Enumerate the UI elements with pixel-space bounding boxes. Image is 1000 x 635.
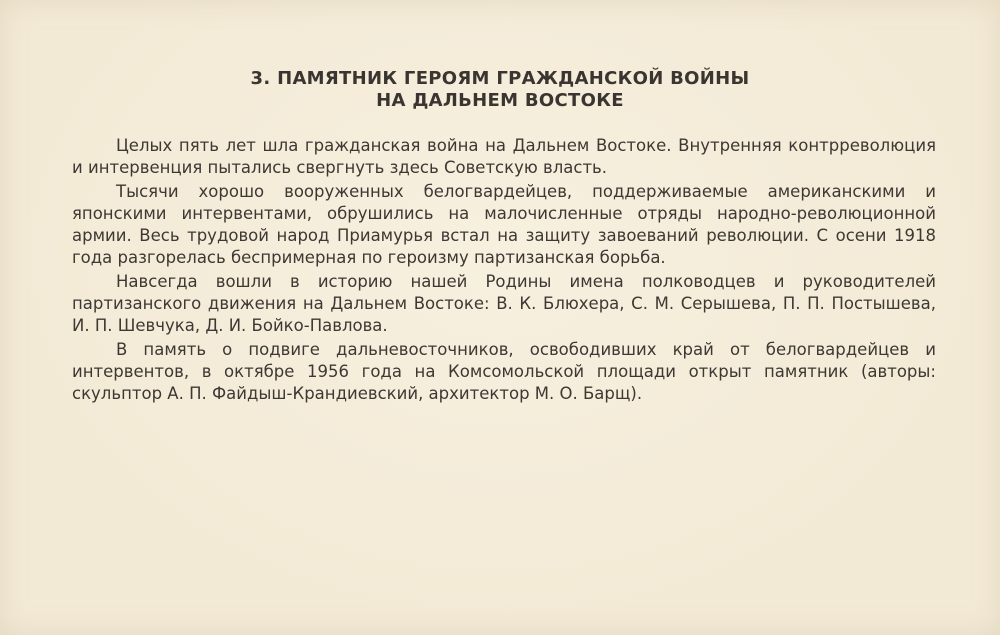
title-line-1: 3. ПАМЯТНИК ГЕРОЯМ ГРАЖДАНСКОЙ ВОЙНЫ: [250, 68, 750, 89]
body-text: [72, 135, 936, 407]
paragraph: Тысячи хорошо вооруженных белогвардейцев, поддерживаемые американскими и японскими интервентами, обрушились на малочисленные отряды народно-революционной армии. Весь трудовой народ Приамурья встал на защиту завоеваний революции. С осени 1918 года разгорелась беспримерная по героизму партизанская борьба.: [72, 182, 936, 267]
paragraph: В память о подвиге дальневосточников, освободивших край от белогвардейцев и интервентов, в октябре 1956 года на Комсомольской площади открыт памятник (авторы: скульптор А. П. Файдыш-Крандиевский, архитектор М. О. Барщ).: [72, 340, 936, 403]
paragraph: Навсегда вошли в историю нашей Родины имена полководцев и руководителей партизанского движения на Дальнем Востоке: В. К. Блюхера, С. М. Серышева, П. П. Постышева, И. П. Шевчука, Д. И. Бойко-Павлова.: [72, 272, 936, 335]
title-line-2: НА ДАЛЬНЕМ ВОСТОКЕ: [376, 90, 624, 111]
paragraph: Целых пять лет шла гражданская война на Дальнем Востоке. Внутренняя контрреволюция и интервенция пытались свергнуть здесь Советскую власть.: [72, 136, 936, 177]
page-title: [0, 68, 1000, 112]
